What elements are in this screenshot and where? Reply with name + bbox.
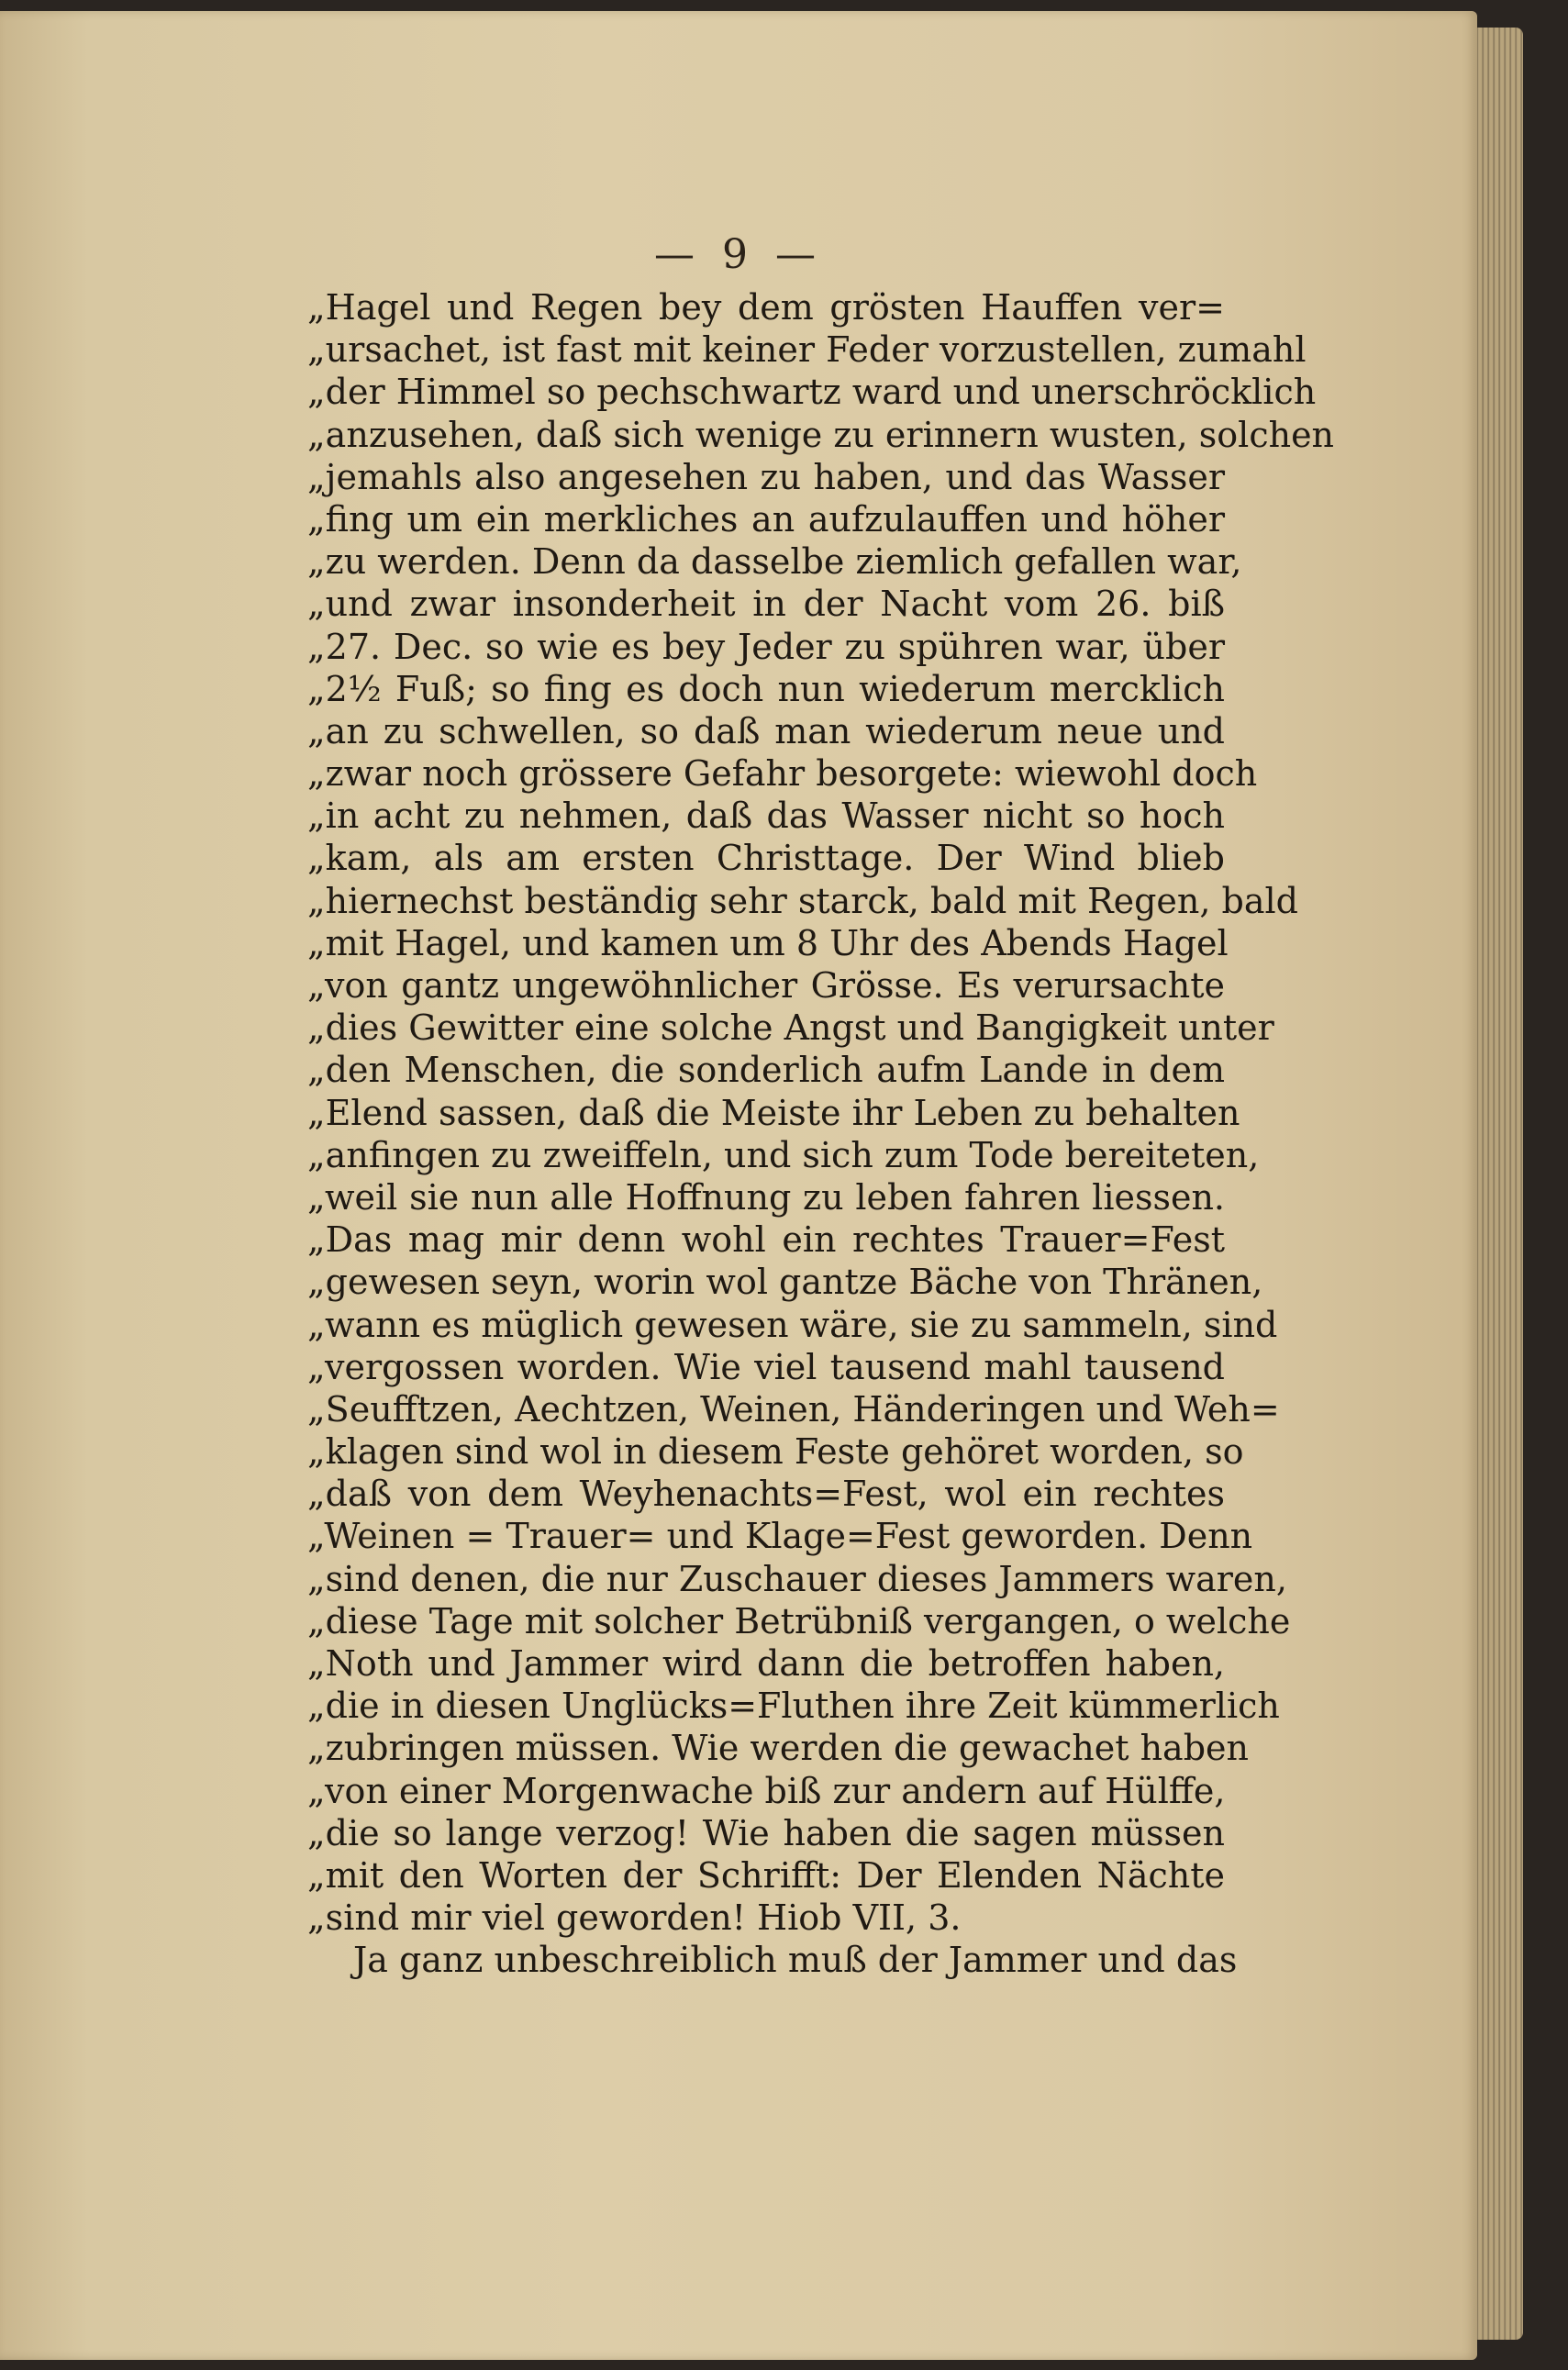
text-line: „Seufftzen, Aechtzen, Weinen, Händeringen und Weh= — [307, 1388, 1280, 1430]
text-line: „Elend sassen, daß die Meiste ihr Leben zu behalten — [307, 1092, 1240, 1133]
text-line: „Das mag mir denn wohl ein rechtes Trauer=Fest — [307, 1219, 1225, 1261]
text-line: „zwar noch grössere Gefahr besorgete: wiewohl doch — [307, 753, 1258, 795]
text-line: „weil sie nun alle Hoffnung zu leben fahren liessen. — [307, 1176, 1225, 1218]
text-line: „von gantz ungewöhnlicher Grösse. Es verursachte — [307, 965, 1225, 1006]
text-line: „Noth und Jammer wird dann die betroffen haben, — [307, 1643, 1225, 1684]
page-number: — 9 — — [654, 231, 823, 278]
text-line: „Hagel und Regen bey dem grösten Hauffen ver= — [307, 287, 1225, 328]
text-line: „daß von dem Weyhenachts=Fest, wol ein rechtes — [307, 1474, 1225, 1515]
book-page — [0, 11, 1477, 2360]
text-line: „anfingen zu zweiffeln, und sich zum Tode bereiteten, — [307, 1134, 1260, 1175]
text-line: „hiernechst beständig sehr starck, bald mit Regen, bald — [307, 880, 1298, 921]
text-line: „und zwar insonderheit in der Nacht vom 26. biß — [307, 584, 1225, 625]
text-line: „von einer Morgenwache biß zur andern auf Hülffe, — [307, 1770, 1226, 1811]
text-line: „anzusehen, daß sich wenige zu erinnern wusten, solchen — [307, 414, 1335, 455]
text-line: „klagen sind wol in diesem Feste gehöret worden, so — [307, 1431, 1244, 1473]
text-line: „an zu schwellen, so daß man wiederum neue und — [307, 710, 1225, 751]
text-line: „Weinen = Trauer= und Klage=Fest geworden. Denn — [307, 1516, 1253, 1557]
text-line: „gewesen seyn, worin wol gantze Bäche von Thränen, — [307, 1262, 1263, 1303]
text-line: „mit Hagel, und kamen um 8 Uhr des Abends Hagel — [307, 922, 1229, 963]
text-line: „die so lange verzog! Wie haben die sagen müssen — [307, 1812, 1225, 1853]
body-text — [307, 286, 1335, 1982]
text-line: „2½ Fuß; so fing es doch nun wiederum mercklich — [307, 668, 1225, 709]
text-line: „den Menschen, die sonderlich aufm Lande in dem — [307, 1050, 1225, 1091]
text-line: „der Himmel so pechschwartz ward und unerschröcklich — [307, 372, 1317, 413]
text-line: „in acht zu nehmen, daß das Wasser nicht so hoch — [307, 796, 1225, 837]
text-line: „sind denen, die nur Zuschauer dieses Jammers waren, — [307, 1558, 1287, 1599]
text-line: „kam, als am ersten Christtage. Der Wind blieb — [307, 838, 1225, 879]
text-line: „jemahls also angesehen zu haben, und das Wasser — [307, 456, 1225, 497]
text-line: „27. Dec. so wie es bey Jeder zu spühren war, über — [307, 626, 1225, 667]
text-line: „mit den Worten der Schrifft: Der Elenden Nächte — [307, 1854, 1225, 1896]
text-line: „vergossen worden. Wie viel tausend mahl tausend — [307, 1346, 1225, 1387]
text-line: „sind mir viel geworden! Hiob VII, 3. — [307, 1897, 962, 1939]
text-line: Ja ganz unbeschreiblich muß der Jammer und das — [353, 1940, 1238, 1981]
text-line: „zu werden. Denn da dasselbe ziemlich gefallen war, — [307, 541, 1242, 583]
text-line: „die in diesen Unglücks=Fluthen ihre Zeit kümmerlich — [307, 1686, 1280, 1727]
text-line: „zubringen müssen. Wie werden die gewachet haben — [307, 1728, 1249, 1769]
text-line: „ursachet, ist fast mit keiner Feder vorzustellen, zumahl — [307, 329, 1307, 371]
text-line: „wann es müglich gewesen wäre, sie zu sammeln, sind — [307, 1304, 1278, 1345]
text-line: „fing um ein merkliches an aufzulauffen und höher — [307, 498, 1225, 540]
text-line: „dies Gewitter eine solche Angst und Bangigkeit unter — [307, 1007, 1274, 1049]
text-line: „diese Tage mit solcher Betrübniß vergangen, o welche — [307, 1600, 1291, 1641]
